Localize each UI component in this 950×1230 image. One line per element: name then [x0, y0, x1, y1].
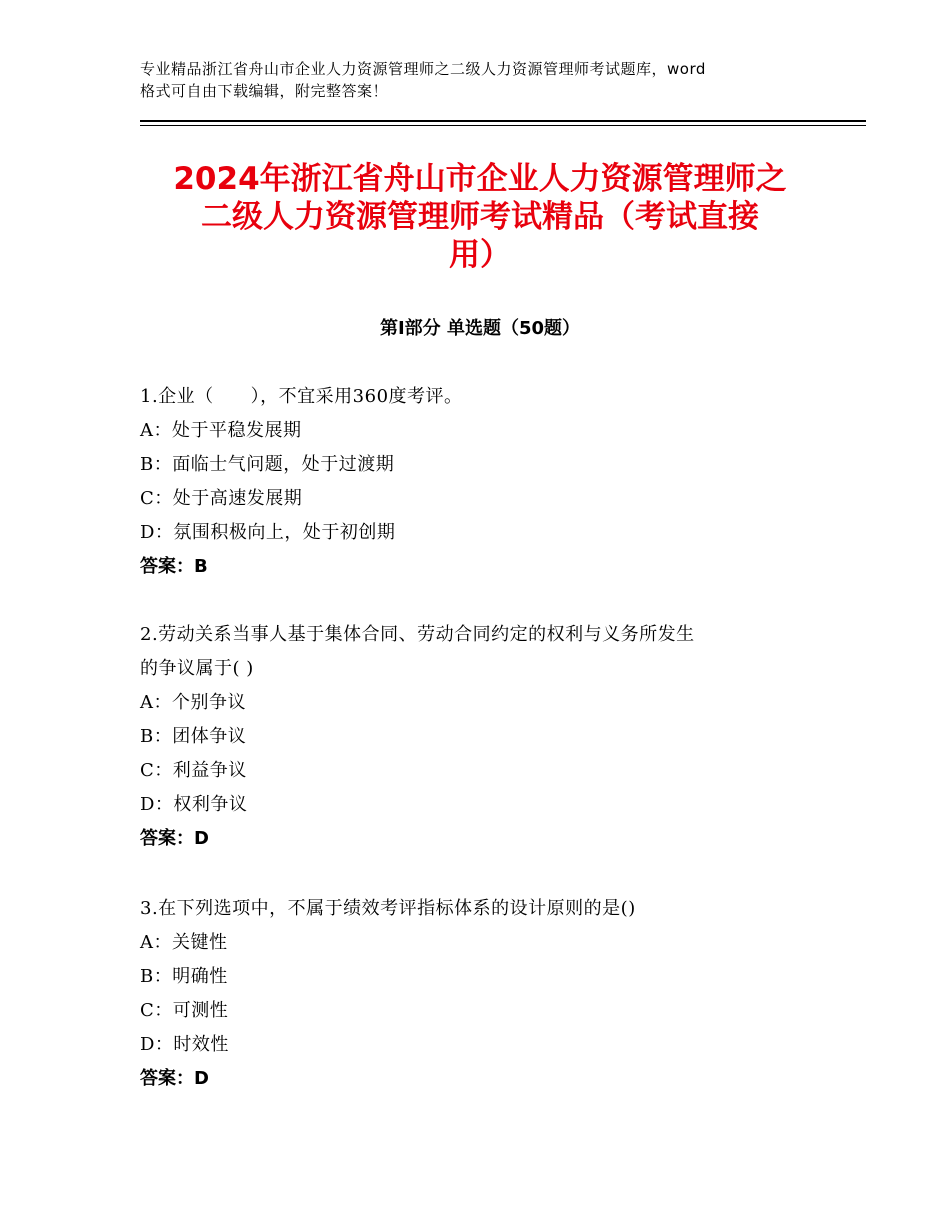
document-title-line-2: 二级人力资源管理师考试精品（考试直接: [201, 199, 759, 235]
header-divider-thick: [140, 120, 866, 122]
document-title-line-1: 2024年浙江省舟山市企业人力资源管理师之: [173, 161, 787, 197]
question-2-answer: 答案：D: [140, 828, 209, 849]
question-2-stem-line-1: 2.劳动关系当事人基于集体合同、劳动合同约定的权利与义务所发生: [140, 624, 695, 645]
question-2-option-a: A：个别争议: [140, 692, 246, 713]
question-2: [140, 618, 820, 856]
document-title: [140, 160, 820, 274]
question-1-option-a: A：处于平稳发展期: [140, 420, 302, 441]
header-note-line-1: 专业精品浙江省舟山市企业人力资源管理师之二级人力资源管理师考试题库，word: [140, 60, 706, 78]
question-1-option-d: D：氛围积极向上，处于初创期: [140, 522, 396, 543]
question-2-option-c: C：利益争议: [140, 760, 247, 781]
question-3-option-d: D：时效性: [140, 1034, 229, 1055]
question-1-stem: 1.企业（ ），不宜采用360度考评。: [140, 386, 463, 407]
question-3: [140, 892, 820, 1096]
question-3-option-b: B：明确性: [140, 966, 228, 987]
question-2-option-b: B：团体争议: [140, 726, 247, 747]
document-title-line-3: 用）: [449, 237, 511, 273]
question-1: [140, 380, 820, 584]
question-3-answer: 答案：D: [140, 1068, 209, 1089]
header-divider-thin: [140, 125, 866, 126]
question-2-stem-line-2: 的争议属于( ): [140, 658, 254, 679]
header-note-line-2: 格式可自由下载编辑，附完整答案！: [140, 82, 389, 100]
question-1-option-b: B：面临士气问题，处于过渡期: [140, 454, 395, 475]
header-note: [140, 58, 830, 102]
question-3-option-c: C：可测性: [140, 1000, 229, 1021]
question-2-option-d: D：权利争议: [140, 794, 248, 815]
section-title: 第Ⅰ部分 单选题（50题）: [379, 318, 580, 339]
question-1-answer: 答案：B: [140, 556, 208, 577]
question-3-stem: 3.在下列选项中，不属于绩效考评指标体系的设计原则的是(): [140, 898, 636, 919]
question-3-option-a: A：关键性: [140, 932, 228, 953]
question-1-option-c: C：处于高速发展期: [140, 488, 303, 509]
